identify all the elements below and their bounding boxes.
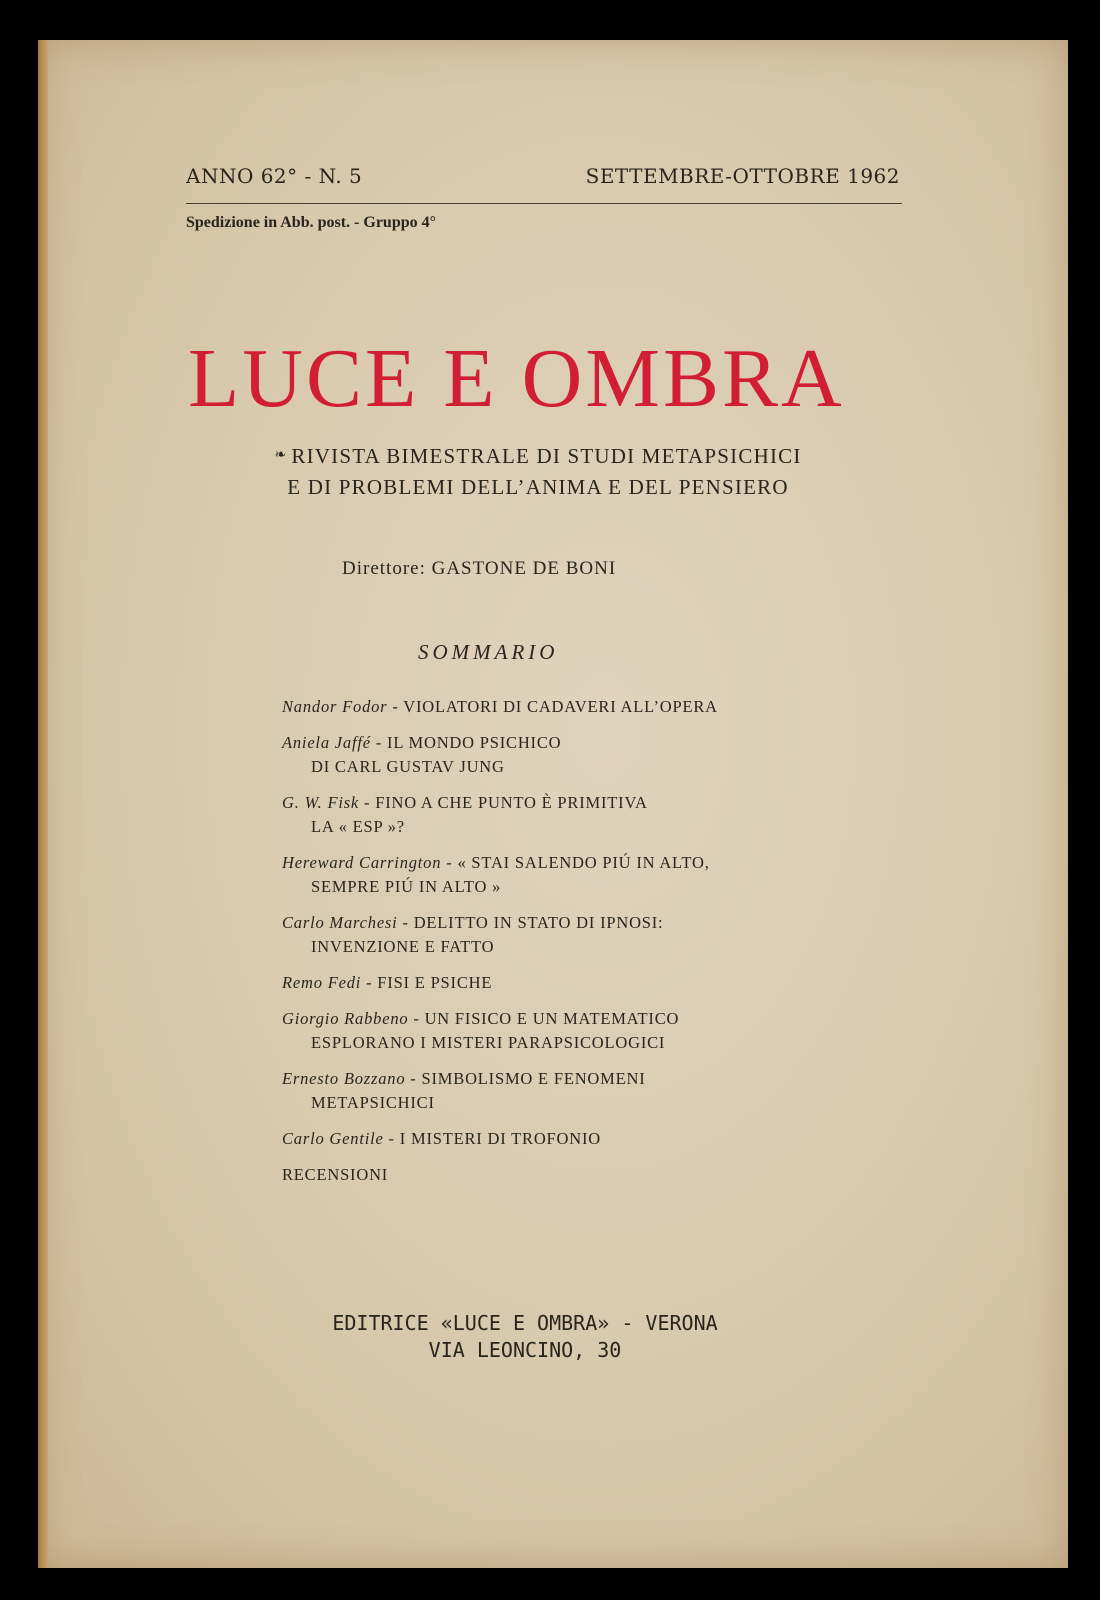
ornament-icon: ❧ [274,448,288,463]
publisher-name: EDITRICE «LUCE E OMBRA» - VERONA [332,1311,718,1335]
list-item: Remo Fedi - FISI E PSICHE [282,973,493,992]
toc-title: VIOLATORI DI CADAVERI ALL’OPERA [403,697,718,716]
toc-title-cont: ESPLORANO I MISTERI PARAPSICOLOGICI [311,1033,666,1052]
list-item: Nandor Fodor - VIOLATORI DI CADAVERI ALL’OPERA [282,697,718,716]
toc-title: FISI E PSICHE [377,973,493,992]
recensioni: RECENSIONI [282,1165,389,1184]
toc-title-cont: DI CARL GUSTAV JUNG [311,757,505,776]
toc-author: Giorgio Rabbeno [282,1009,409,1028]
toc-author: Hereward Carrington [282,853,442,872]
toc-author: Carlo Gentile [282,1129,384,1148]
toc-title: IL MONDO PSICHICO [387,733,562,752]
toc-title: I MISTERI DI TROFONIO [399,1129,601,1148]
magazine-cover [38,40,1068,1568]
publisher-block [250,1310,800,1364]
issue-date: SETTEMBRE-OTTOBRE 1962 [585,164,900,188]
postal-note: Spedizione in Abb. post. - Gruppo 4° [186,214,437,231]
issue-header [186,164,900,188]
list-item: G. W. Fisk - FINO A CHE PUNTO È PRIMITIVA LA « ESP »? [282,791,822,839]
list-item: Ernesto Bozzano - SIMBOLISMO E FENOMENI METAPSICHICI [282,1067,822,1115]
list-item: Giorgio Rabbeno - UN FISICO E UN MATEMATICO ESPLORANO I MISTERI PARAPSICOLOGICI [282,1007,822,1055]
toc-author: Remo Fedi [282,973,362,992]
subtitle-text-1: RIVISTA BIMESTRALE DI STUDI METAPSICHICI [291,444,802,468]
list-item: Carlo Marchesi - DELITTO IN STATO DI IPNOSI: INVENZIONE E FATTO [282,911,822,959]
toc-title: « STAI SALENDO PIÚ IN ALTO, [457,853,710,872]
list-item: Carlo Gentile - I MISTERI DI TROFONIO [282,1129,601,1148]
toc-title-cont: LA « ESP »? [311,817,405,836]
toc-title-cont: SEMPRE PIÚ IN ALTO » [311,877,502,896]
list-item: Hereward Carrington - « STAI SALENDO PIÚ IN ALTO, SEMPRE PIÚ IN ALTO » [282,851,822,899]
subtitle [208,440,868,503]
issue-number: ANNO 62° - N. 5 [186,164,363,188]
toc-author: Ernesto Bozzano [282,1069,406,1088]
subtitle-line-1 [208,440,868,472]
director-name: GASTONE DE BONI [431,558,617,579]
toc-title: DELITTO IN STATO DI IPNOSI: [413,913,664,932]
spine-edge [38,40,48,1568]
director-line [342,558,616,580]
toc-title: FINO A CHE PUNTO È PRIMITIVA [375,793,648,812]
director-label: Direttore: [342,558,426,579]
table-of-contents [282,695,822,1199]
toc-title: SIMBOLISMO E FENOMENI [421,1069,646,1088]
toc-author: Aniela Jaffé [282,733,371,752]
toc-title-cont: INVENZIONE E FATTO [311,937,495,956]
toc-author: G. W. Fisk [282,793,360,812]
list-item: Aniela Jaffé - IL MONDO PSICHICO DI CARL GUSTAV JUNG [282,731,822,779]
toc-author: Nandor Fodor [282,697,388,716]
toc-title-cont: METAPSICHICI [311,1093,435,1112]
subtitle-line-2: E DI PROBLEMI DELL’ANIMA E DEL PENSIERO [287,475,789,499]
magazine-title: LUCE E OMBRA [188,332,845,425]
toc-author: Carlo Marchesi [282,913,398,932]
toc-title: UN FISICO E UN MATEMATICO [424,1009,680,1028]
publisher-address: VIA LEONCINO, 30 [428,1338,622,1362]
header-rule [186,203,902,204]
sommario-heading: SOMMARIO [418,640,559,664]
